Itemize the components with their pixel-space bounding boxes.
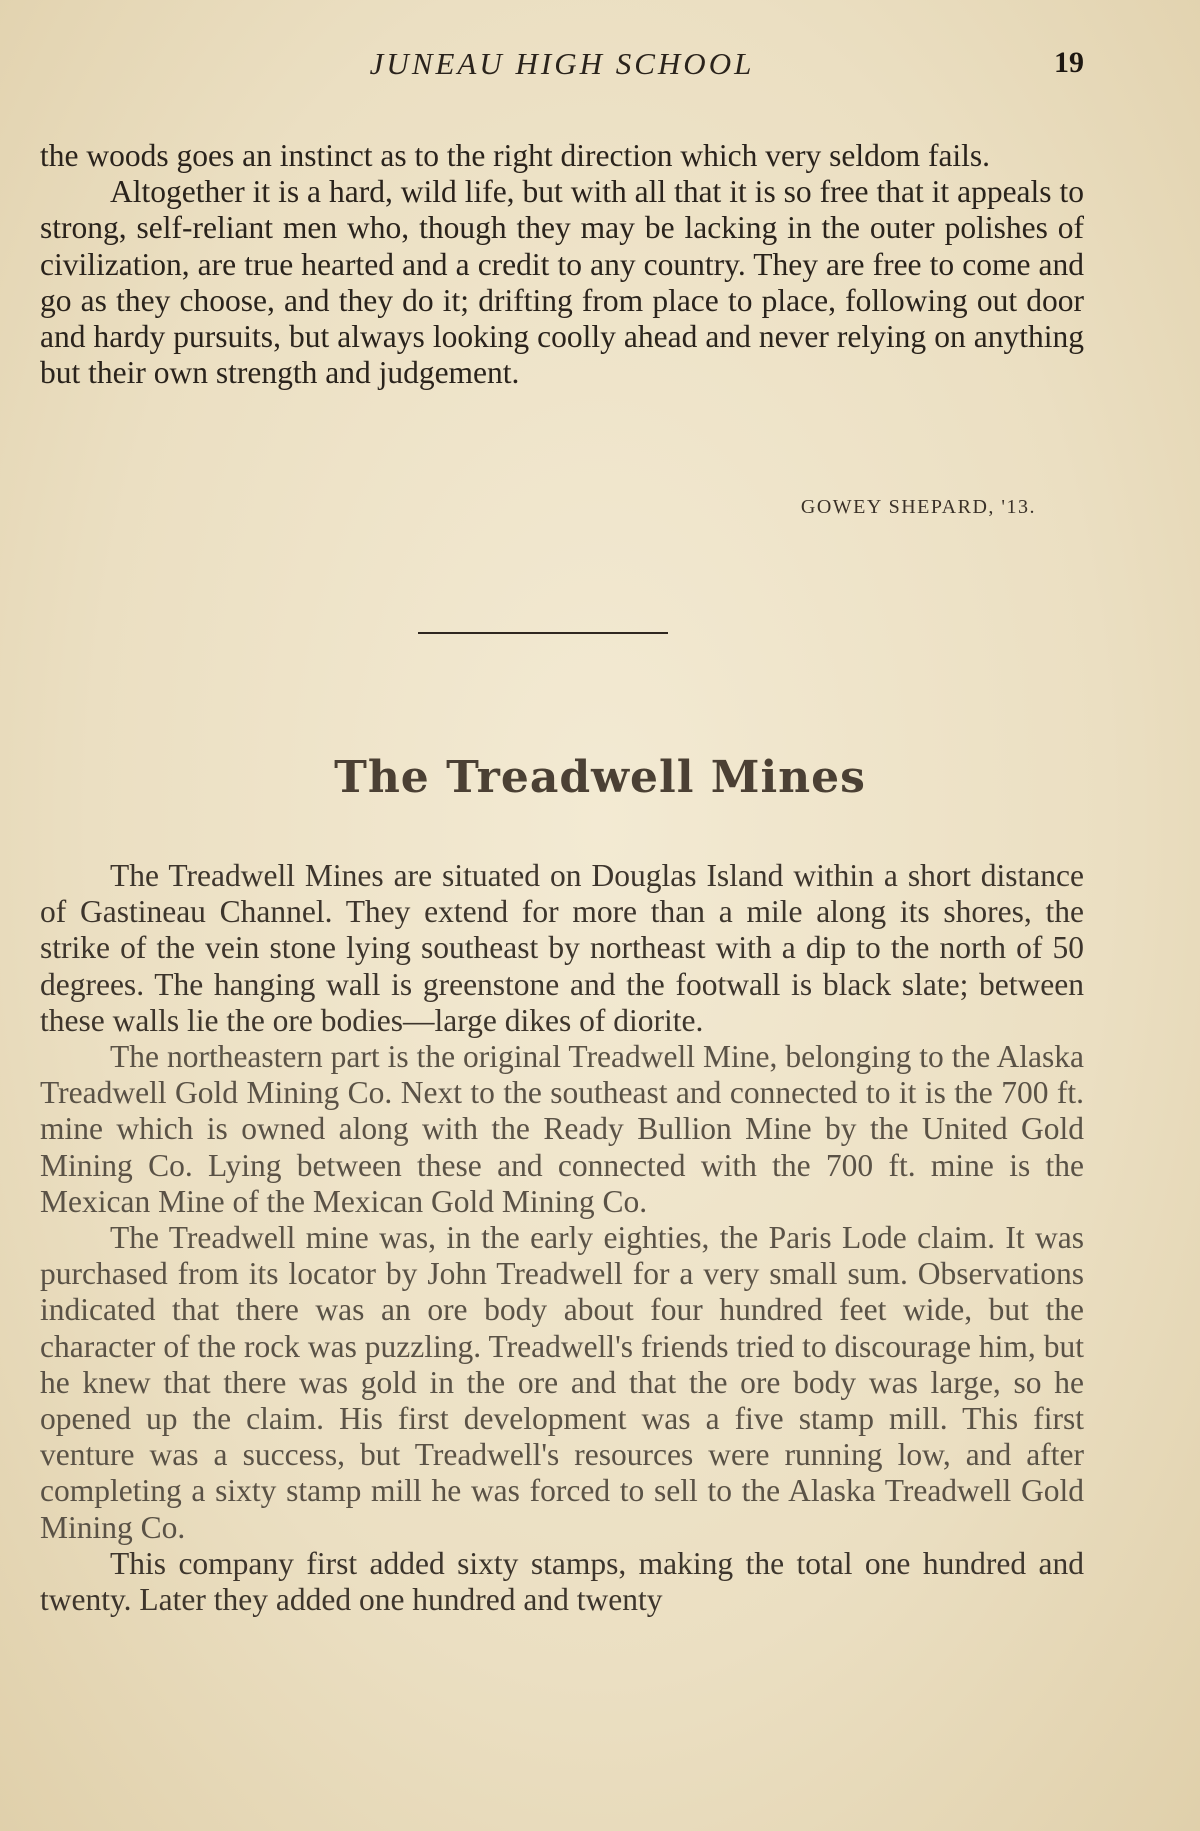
running-head — [40, 46, 1084, 90]
article-title: The Treadwell Mines — [334, 752, 866, 803]
paragraph: The northeastern part is the original Treadwell Mine, belonging to the Alaska Treadwell Gold Mining Co. Next to the southeast and connected to it is the 700 ft. mine which is owned along with the Ready Bullion Mine by the United Gold Mining Co. Lying between these and connected with the 700 ft. mine is the Mexican Mine of the Mexican Gold Mining Co. — [40, 1039, 1084, 1219]
paragraph: Altogether it is a hard, wild life, but with all that it is so free that it appeals to strong, self-reliant men who, though they may be lacking in the outer polishes of civilization, are true hearted and a credit to any country. They are free to come and go as they choose, and they do it; drifting from place to place, following out door and hardy pursuits, but always looking coolly ahead and never relying on anything but their own strength and judgement. — [40, 174, 1084, 391]
paragraph: the woods goes an instinct as to the right direction which very seldom fails. — [40, 138, 991, 173]
paragraph: The Treadwell mine was, in the early eighties, the Paris Lode claim. It was purchased from its locator by John Treadwell for a very small sum. Observations indicated that there was an ore body about four hundred feet wide, but the character of the rock was puzzling. Treadwell's friends tried to discourage him, but he knew that there was gold in the ore and that the ore body was large, so he opened up the claim. His first development was a five stamp mill. This first venture was a success, but Treadwell's resources were running low, and after completing a sixty stamp mill he was forced to sell to the Alaska Treadwell Gold Mining Co. — [40, 1220, 1084, 1545]
paragraph: This company first added sixty stamps, making the total one hundred and twenty. Later they added one hundred and twenty — [40, 1545, 1084, 1618]
previous-article-text — [40, 138, 1084, 391]
paragraph: The Treadwell Mines are situated on Douglas Island within a short distance of Gastineau Channel. They extend for more than a mile along its shores, the strike of the vein stone lying southeast by northeast with a dip to the north of 50 degrees. The hanging wall is greenstone and the footwall is black slate; between these walls lie the ore bodies—large dikes of diorite. — [40, 858, 1084, 1038]
running-title: JUNEAU HIGH SCHOOL — [369, 46, 755, 81]
page-number: 19 — [1054, 46, 1084, 79]
article-text — [40, 858, 1084, 1618]
section-divider — [418, 632, 668, 634]
author-byline: GOWEY SHEPARD, '13. — [800, 496, 1036, 518]
